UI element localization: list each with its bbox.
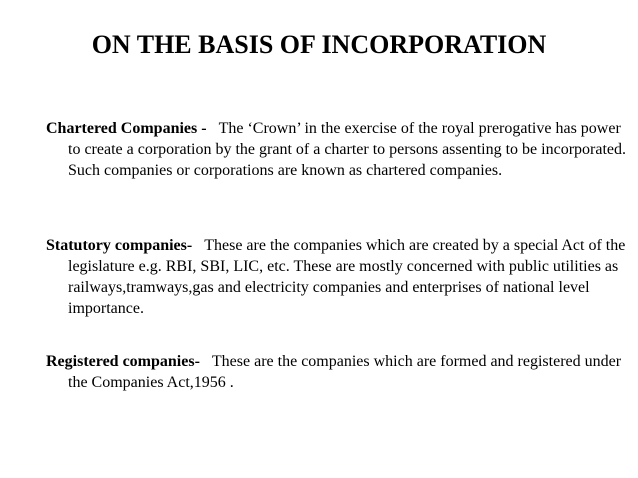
term-chartered-companies: Chartered Companies - [46,120,207,137]
slide-title: ON THE BASIS OF INCORPORATION [91,30,547,59]
description-chartered-companies: The ‘Crown’ in the exercise of the royal prerogative has power to create a corporation by the grant of a charter to persons assenting to be incorporated. Such companies or corporations are known as chartered companies. [68,120,627,179]
paragraph-statutory-companies [46,235,628,319]
paragraph-registered-companies [46,351,628,393]
term-statutory-companies: Statutory companies- [46,237,193,254]
description-statutory-companies: These are the companies which are created by a special Act of the legislature e.g. RBI, SBI, LIC, etc. These are mostly concerned with public utilities as railways,tramways,gas and electricity companies and enterprises of national level importance. [68,237,626,317]
description-registered-companies: These are the companies which are formed and registered under the Companies Act,1956 . [68,353,622,391]
term-registered-companies: Registered companies- [46,353,200,370]
paragraph-chartered-companies [46,118,628,181]
